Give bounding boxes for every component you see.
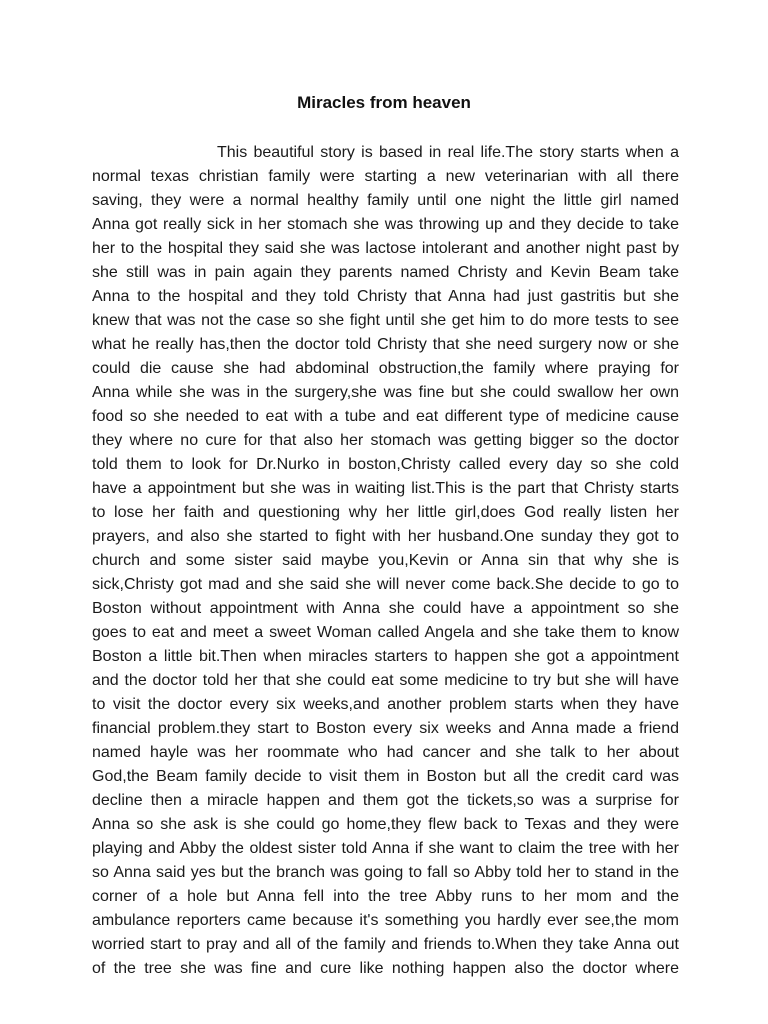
body-text-line: knew that was not the case so she fight until she get him to do more tests to see xyxy=(92,312,679,329)
body-text-line: playing and Abby the oldest sister told Anna if she want to claim the tree with her xyxy=(92,840,679,857)
body-text-line: of the tree she was fine and cure like nothing happen also the doctor where xyxy=(92,960,679,977)
body-text-line: she still was in pain again they parents named Christy and Kevin Beam take xyxy=(92,264,679,281)
body-text-line: corner of a hole but Anna fell into the tree Abby runs to her mom and the xyxy=(92,888,679,905)
body-text-line: named hayle was her roommate who had cancer and she talk to her about xyxy=(92,744,679,761)
body-text-line: Anna while she was in the surgery,she was fine but she could swallow her own xyxy=(92,384,679,401)
body-text-line: saving, they were a normal healthy family until one night the little girl named xyxy=(92,192,679,209)
body-text-line: financial problem.they start to Boston every six weeks and Anna made a friend xyxy=(92,720,679,737)
body-text-line: her to the hospital they said she was lactose intolerant and another night past by xyxy=(92,240,679,257)
body-text-line: what he really has,then the doctor told Christy that she need surgery now or she xyxy=(92,336,679,353)
document-body xyxy=(92,141,679,981)
body-text-line: ambulance reporters came because it's something you hardly ever see,the mom xyxy=(92,912,679,929)
body-text-line: decline then a miracle happen and them got the tickets,so was a surprise for xyxy=(92,792,679,809)
body-text-line: sick,Christy got mad and she said she will never come back.She decide to go to xyxy=(92,576,679,593)
body-text-line: Anna to the hospital and they told Christy that Anna had just gastritis but she xyxy=(92,288,679,305)
body-text-line: Anna got really sick in her stomach she was throwing up and they decide to take xyxy=(92,216,679,233)
document-title: Miracles from heaven xyxy=(297,93,471,112)
body-text-line: Boston a little bit.Then when miracles starters to happen she got a appointment xyxy=(92,648,679,665)
body-text-line: God,the Beam family decide to visit them in Boston but all the credit card was xyxy=(92,768,679,785)
body-text-line: and the doctor told her that she could eat some medicine to try but she will have xyxy=(92,672,679,689)
body-text-line: church and some sister said maybe you,Kevin or Anna sin that why she is xyxy=(92,552,679,569)
body-text-line: worried start to pray and all of the family and friends to.When they take Anna out xyxy=(92,936,679,953)
body-text-line: so Anna said yes but the branch was going to fall so Abby told her to stand in the xyxy=(92,864,679,881)
body-text-line: goes to eat and meet a sweet Woman called Angela and she take them to know xyxy=(92,624,679,641)
body-text-line: Anna so she ask is she could go home,they flew back to Texas and they were xyxy=(92,816,679,833)
body-text-line: prayers, and also she started to fight with her husband.One sunday they got to xyxy=(92,528,679,545)
body-text-line: they where no cure for that also her stomach was getting bigger so the doctor xyxy=(92,432,679,449)
body-text-line: could die cause she had abdominal obstruction,the family where praying for xyxy=(92,360,679,377)
body-text-line: to lose her faith and questioning why her little girl,does God really listen her xyxy=(92,504,679,521)
body-text-line: told them to look for Dr.Nurko in boston,Christy called every day so she cold xyxy=(92,456,679,473)
body-text-line: Boston without appointment with Anna she could have a appointment so she xyxy=(92,600,679,617)
body-text-line: normal texas christian family were starting a new veterinarian with all there xyxy=(92,168,679,185)
body-text-line: to visit the doctor every six weeks,and another problem starts when they have xyxy=(92,696,679,713)
body-text-line: This beautiful story is based in real life.The story starts when a xyxy=(217,144,679,161)
body-text-line: food so she needed to eat with a tube and eat different type of medicine cause xyxy=(92,408,679,425)
body-text-line: have a appointment but she was in waiting list.This is the part that Christy starts xyxy=(92,480,679,497)
